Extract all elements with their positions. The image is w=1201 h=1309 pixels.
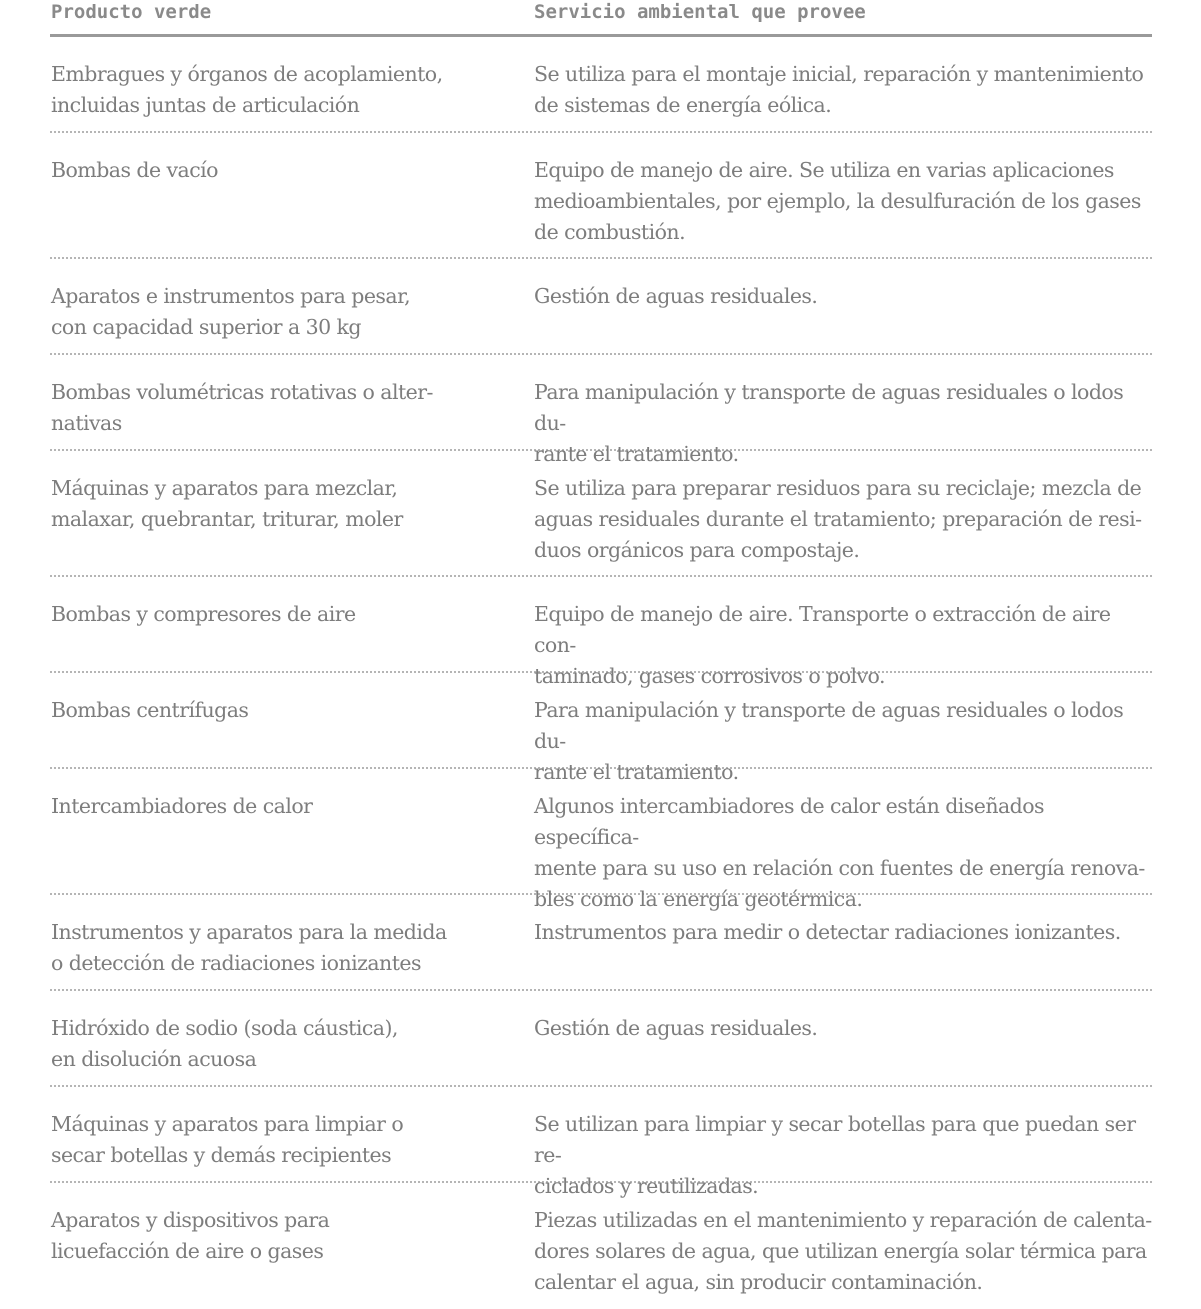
service-cell: Gestión de aguas residuales. [534, 1016, 818, 1040]
service-cell: Se utiliza para preparar residuos para su reciclaje; mezcla de aguas residuales durante el tratamiento; preparación de resi- duos orgánicos para compostaje. [534, 476, 1142, 562]
service-cell: Se utilizan para limpiar y secar botellas para que puedan ser re- ciclados y reutilizadas. [534, 1112, 1136, 1198]
product-cell: Aparatos y dispositivos para licuefacción de aire o gases [51, 1208, 330, 1263]
product-cell: Máquinas y aparatos para mezclar, malaxar, quebrantar, triturar, moler [51, 476, 403, 531]
service-cell: Algunos intercambiadores de calor están diseñados específica- mente para su uso en relación con fuentes de energía renova- bles como la energía geotérmica. [534, 794, 1145, 911]
product-cell: Aparatos e instrumentos para pesar, con capacidad superior a 30 kg [51, 284, 411, 339]
table-row [50, 1087, 1152, 1198]
service-cell: Instrumentos para medir o detectar radiaciones ionizantes. [534, 920, 1121, 944]
service-cell: Piezas utilizadas en el mantenimiento y reparación de calenta- dores solares de agua, que utilizan energía solar térmica para calentar el agua, sin producir contaminación. [534, 1208, 1152, 1294]
table-header [50, 0, 1152, 37]
product-cell: Bombas de vacío [51, 158, 218, 182]
product-cell: Instrumentos y aparatos para la medida o detección de radiaciones ionizantes [51, 920, 447, 975]
service-cell: Para manipulación y transporte de aguas residuales o lodos du- rante el tratamiento. [534, 698, 1124, 784]
product-cell: Bombas y compresores de aire [51, 602, 356, 626]
product-cell: Embragues y órganos de acoplamiento, incluidas juntas de articulación [51, 62, 443, 117]
table-row [50, 355, 1152, 466]
table-row [50, 259, 1152, 355]
header-product: Producto verde [51, 1, 212, 23]
service-cell: Se utiliza para el montaje inicial, reparación y mantenimiento de sistemas de energía eólica. [534, 62, 1144, 117]
product-cell: Máquinas y aparatos para limpiar o secar botellas y demás recipientes [51, 1112, 404, 1167]
table-row [50, 133, 1152, 259]
service-cell: Equipo de manejo de aire. Transporte o extracción de aire con- taminado, gases corrosivos o polvo. [534, 602, 1111, 688]
table-row [50, 577, 1152, 688]
product-cell: Intercambiadores de calor [51, 794, 313, 818]
service-cell: Gestión de aguas residuales. [534, 284, 818, 308]
header-service: Servicio ambiental que provee [534, 1, 866, 23]
product-cell: Hidróxido de sodio (soda cáustica), en disolución acuosa [51, 1016, 398, 1071]
service-cell: Equipo de manejo de aire. Se utiliza en varias aplicaciones medioambientales, por ejemplo, la desulfuración de los gases de combustión. [534, 158, 1141, 244]
table-row [50, 991, 1152, 1087]
product-cell: Bombas centrífugas [51, 698, 249, 722]
products-table [50, 0, 1152, 1309]
product-cell: Bombas volumétricas rotativas o alter- nativas [51, 380, 433, 435]
service-cell: Para manipulación y transporte de aguas residuales o lodos du- rante el tratamiento. [534, 380, 1124, 466]
table-row [50, 37, 1152, 133]
